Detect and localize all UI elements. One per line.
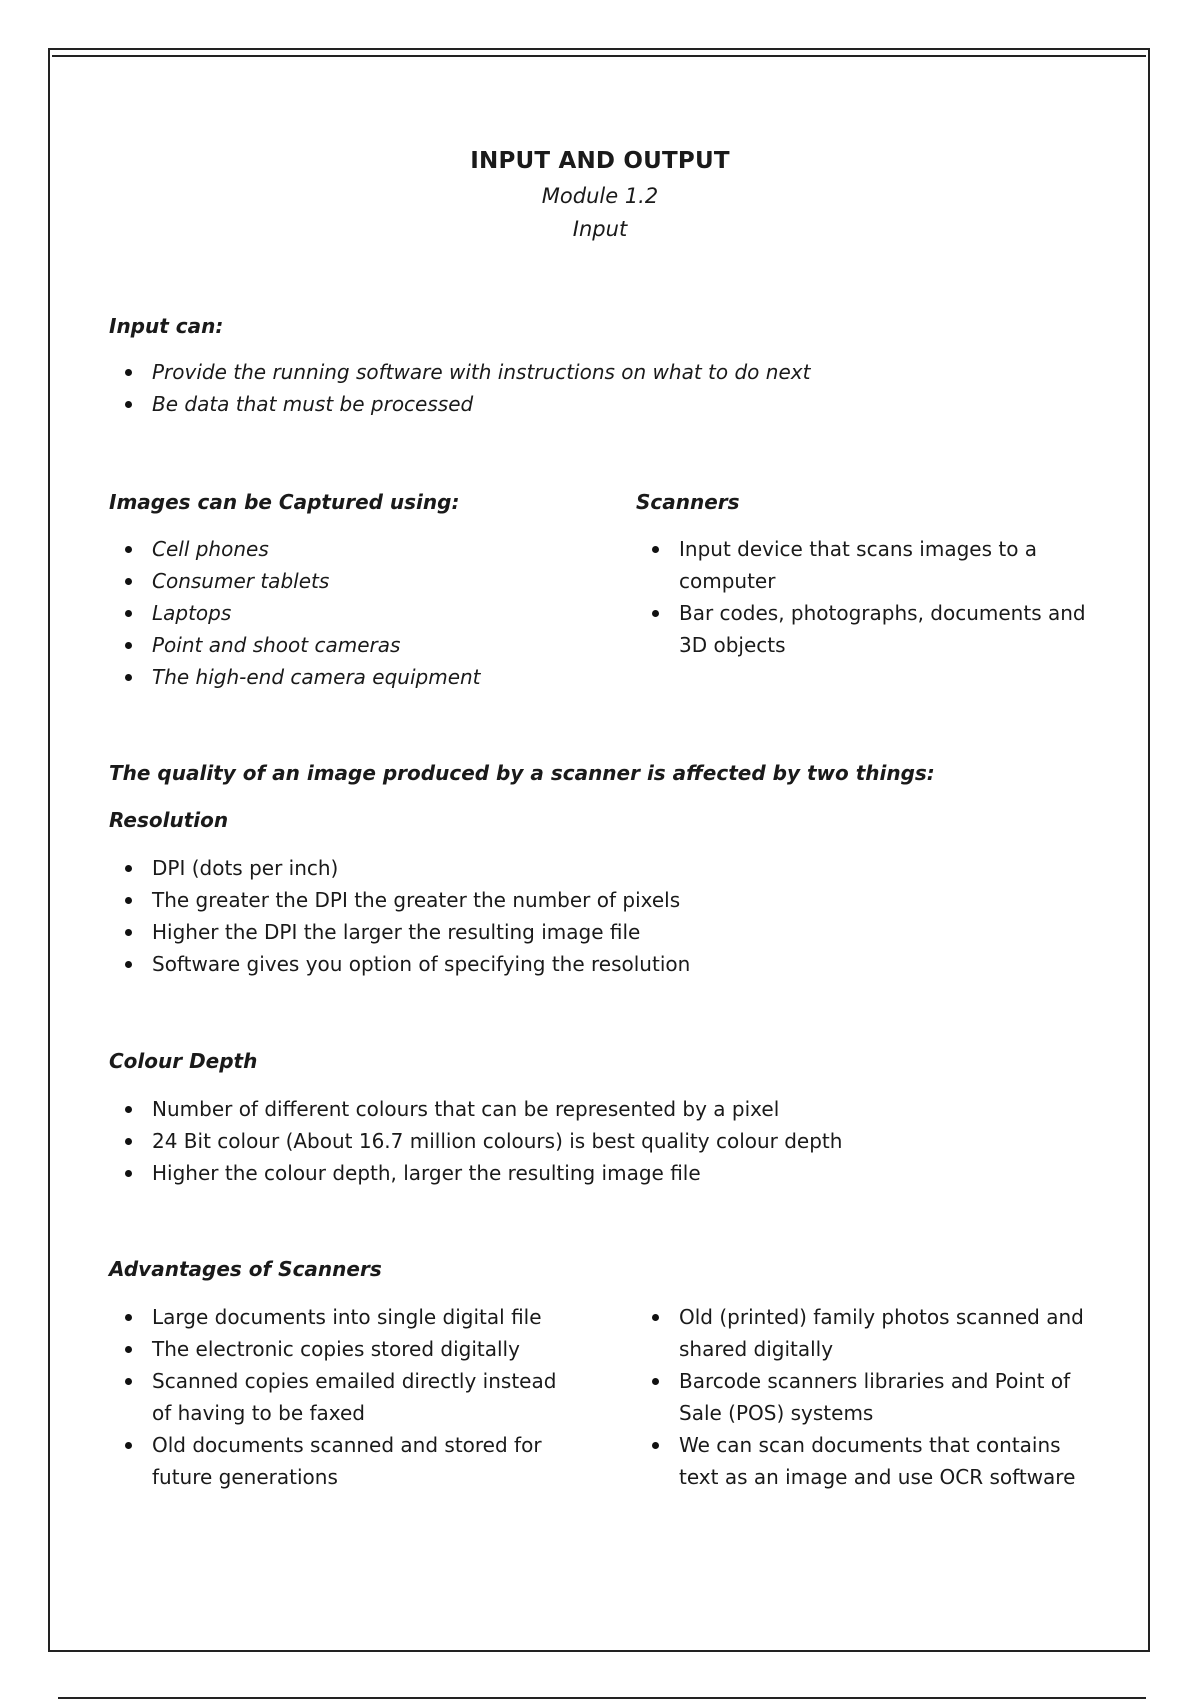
advantages-right-list bbox=[636, 1301, 1096, 1493]
list-item: Number of different colours that can be represented by a pixel bbox=[109, 1093, 1059, 1125]
list-item: 24 Bit colour (About 16.7 million colours) is best quality colour depth bbox=[109, 1125, 1059, 1157]
scanners-heading: Scanners bbox=[636, 490, 740, 514]
list-item: DPI (dots per inch) bbox=[109, 852, 1009, 884]
list-item: Higher the DPI the larger the resulting image file bbox=[109, 916, 1009, 948]
footer-rule bbox=[58, 1697, 1146, 1699]
section-label: Input bbox=[572, 217, 628, 241]
module-label: Module 1.2 bbox=[541, 184, 659, 208]
images-captured-heading: Images can be Captured using: bbox=[109, 490, 460, 514]
advantages-heading: Advantages of Scanners bbox=[109, 1257, 382, 1281]
list-item: Provide the running software with instructions on what to do next bbox=[109, 356, 1009, 388]
list-item: Old documents scanned and stored for future generations bbox=[109, 1429, 574, 1493]
list-item: Bar codes, photographs, documents and 3D objects bbox=[636, 597, 1096, 661]
list-item: Software gives you option of specifying the resolution bbox=[109, 948, 1009, 980]
resolution-heading: Resolution bbox=[109, 808, 229, 832]
list-item: Laptops bbox=[109, 597, 609, 629]
advantages-left-list bbox=[109, 1301, 574, 1493]
list-item: Point and shoot cameras bbox=[109, 629, 609, 661]
list-item: Input device that scans images to a computer bbox=[636, 533, 1096, 597]
list-item: Consumer tablets bbox=[109, 565, 609, 597]
colour-depth-heading: Colour Depth bbox=[109, 1049, 258, 1073]
input-can-list bbox=[109, 356, 1009, 420]
list-item: Higher the colour depth, larger the resulting image file bbox=[109, 1157, 1059, 1189]
page-title: INPUT AND OUTPUT bbox=[470, 148, 730, 174]
list-item: The electronic copies stored digitally bbox=[109, 1333, 574, 1365]
list-item: Large documents into single digital file bbox=[109, 1301, 574, 1333]
scanners-list bbox=[636, 533, 1096, 661]
resolution-list bbox=[109, 852, 1009, 980]
images-captured-list bbox=[109, 533, 609, 693]
list-item: We can scan documents that contains text as an image and use OCR software bbox=[636, 1429, 1096, 1493]
list-item: Scanned copies emailed directly instead of having to be faxed bbox=[109, 1365, 574, 1429]
list-item: The high-end camera equipment bbox=[109, 661, 609, 693]
input-can-heading: Input can: bbox=[109, 314, 224, 338]
colour-depth-list bbox=[109, 1093, 1059, 1189]
list-item: Cell phones bbox=[109, 533, 609, 565]
list-item: Old (printed) family photos scanned and shared digitally bbox=[636, 1301, 1096, 1365]
list-item: The greater the DPI the greater the number of pixels bbox=[109, 884, 1009, 916]
list-item: Be data that must be processed bbox=[109, 388, 1009, 420]
list-item: Barcode scanners libraries and Point of Sale (POS) systems bbox=[636, 1365, 1096, 1429]
quality-heading: The quality of an image produced by a scanner is affected by two things: bbox=[109, 761, 935, 785]
